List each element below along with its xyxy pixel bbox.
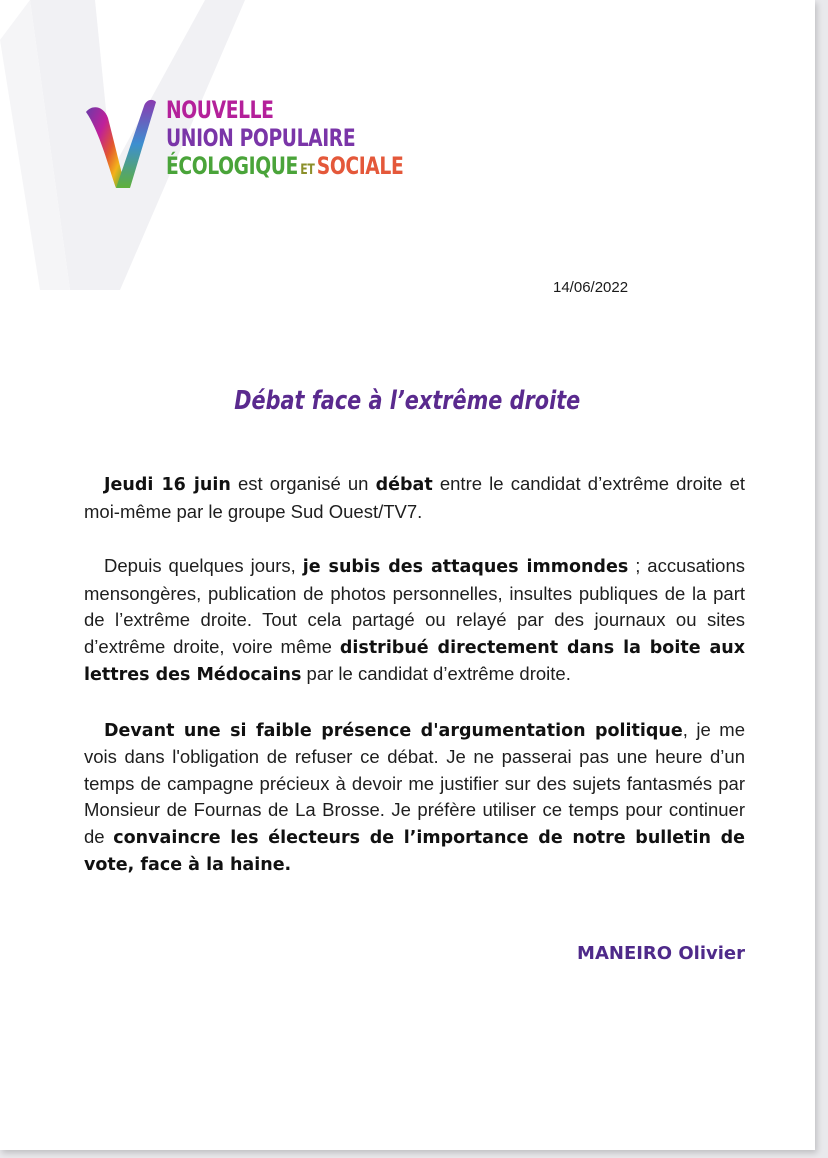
logo-line-ecologique-sociale [166,152,403,184]
body-text: est organisé un [230,473,376,494]
bold-text: Jeudi 16 juin [104,475,231,495]
logo-line-nouvelle: NOUVELLE [166,96,274,124]
logo-wordmark [166,96,403,184]
body-text: par le candidat d’extrême droite. [301,663,571,684]
bold-text: débat [375,475,433,495]
document-date: 14/06/2022 [553,279,629,296]
logo-et: ET [300,162,315,178]
bold-text: distribué directement dans la boite aux lettres des Médocains [84,637,746,685]
nupes-logo [82,92,422,192]
signature: MANEIRO Olivier [577,943,745,964]
logo-ecologique: ÉCOLOGIQUE [166,152,298,180]
document-body [84,471,745,907]
document-title: Débat face à l’extrême droite [234,386,581,416]
body-text: , je me vois dans l'obligation de refuser ce débat. Je ne passerai pas une heure d’un temps de campagne précieux à devoir me justifier sur des sujets fantasmés par Monsieur de Fournas de La Brosse. Je préfère utiliser ce temps pour continuer de [84,718,745,847]
paragraph-2 [84,553,745,689]
body-text: Depuis quelques jours, [104,555,303,576]
logo-sociale: SOCIALE [316,152,404,180]
bold-text: Devant une si faible présence d'argumentation politique [104,720,683,741]
bold-text: convaincre les électeurs de l’importance de notre bulletin de vote, face à la haine. [84,827,746,875]
logo-line-union-populaire: UNION POPULAIRE [166,124,356,152]
bold-text: je subis des attaques immondes [302,557,629,577]
body-text: ; accusations mensongères, publication de photos personnelles, insultes publiques de la part de l’extrême droite. Tout cela partagé ou relayé par des journaux ou sites d’extrême droite, voire même [84,555,745,657]
document-title-wrap [0,386,815,416]
v-logo-icon [82,92,162,192]
paragraph-1 [84,471,745,525]
body-text: entre le candidat d’extrême droite et moi-même par le groupe Sud Ouest/TV7. [84,473,745,522]
paragraph-3 [84,717,745,879]
